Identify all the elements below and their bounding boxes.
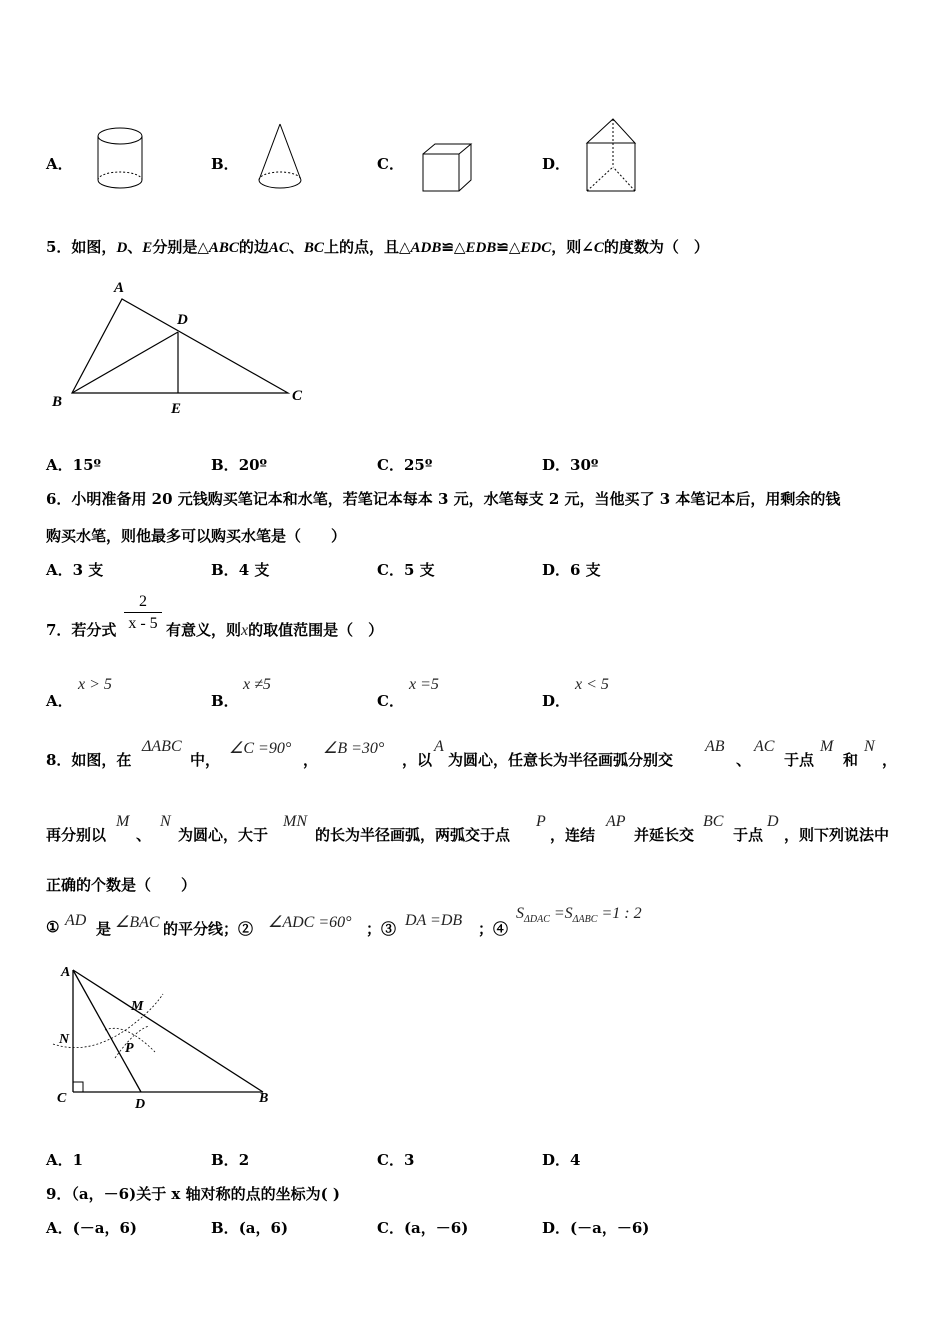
q5-var-e: E — [142, 240, 153, 256]
q9-stem: 9．（a，－6)关于 x 轴对称的点的坐标为( ) — [46, 1185, 340, 1203]
q7-prefix: 7．若分式 — [46, 621, 117, 639]
q6-option-a[interactable]: A．3 支 — [46, 561, 104, 579]
q8-l2-m2: N — [160, 813, 171, 830]
q8-l2-f: 并延长交 — [634, 826, 695, 844]
q5-option-d[interactable]: D．30º — [542, 456, 599, 474]
q7-denominator: x - 5 — [128, 615, 158, 632]
q5-t7: 的度数为（ ） — [603, 238, 709, 256]
q8-l1-h: 和 — [843, 751, 859, 769]
q8-l1-i: ， — [882, 751, 898, 769]
q8-label-a: A — [61, 965, 71, 980]
q8-l4-d: ；③ — [366, 920, 397, 938]
q5-t6: ，则∠ — [551, 238, 594, 256]
q7-option-c-math: x =5 — [409, 676, 439, 693]
q8-l1-m4: A — [434, 738, 444, 755]
q7-option-c-letter[interactable]: C． — [377, 692, 404, 710]
q8-l2-g: 于点 — [733, 826, 764, 844]
q7-stem-rest — [166, 619, 383, 640]
q8-l4-m1: AD — [65, 912, 87, 929]
q8-l2-e: ，连结 — [550, 826, 596, 844]
q5-t2: 的边 — [238, 238, 269, 256]
q8-label-n: N — [59, 1032, 70, 1047]
q8-l2-b: 、 — [136, 826, 152, 844]
q8-stem-line3: 正确的个数是（ ） — [46, 876, 197, 894]
q7-t1: 有意义，则 — [166, 621, 242, 639]
q5-var-edc: EDC — [520, 240, 552, 256]
q6-option-d[interactable]: D．6 支 — [542, 561, 601, 579]
q8-l1-b: 中， — [190, 751, 221, 769]
q8-l4-b: 是 — [96, 920, 112, 938]
cylinder-figure — [96, 126, 146, 192]
q8-option-a[interactable]: A．1 — [46, 1151, 84, 1169]
q8-l4-ratio: $S_{\Delta DAC} =S_{\Delta ABC} =1$ : 2 — [516, 905, 642, 926]
q8-triangle-figure — [45, 960, 285, 1120]
q8-l1-f: 、 — [736, 751, 752, 769]
triangular-prism-figure — [585, 117, 641, 193]
q8-l1-g: 于点 — [784, 751, 815, 769]
q8-l1-a: 8．如图，在 — [46, 751, 132, 769]
q7-option-b-letter[interactable]: B． — [211, 692, 239, 710]
q8-l2-m5: AP — [606, 813, 626, 830]
q8-l4-e: ；④ — [478, 920, 509, 938]
q5-var-ac: AC — [268, 240, 289, 256]
q5-prefix: 5．如图， — [46, 238, 117, 256]
q5-triangle-figure — [40, 270, 320, 420]
q7-var-x: x — [241, 622, 249, 639]
q8-label-c: C — [57, 1091, 67, 1106]
q8-l1-e: 为圆心，任意长为半径画弧分别交 — [448, 751, 674, 769]
q8-l1-m8: N — [864, 738, 875, 755]
q7-option-b-math: x ≠5 — [243, 676, 271, 693]
q8-l2-m4: P — [536, 813, 546, 830]
q7-t2: 的取值范围是（ ） — [248, 621, 384, 639]
q8-l1-m1: ΔABC — [142, 738, 182, 755]
q5-option-c[interactable]: C．25º — [377, 456, 433, 474]
q8-l2-h: ，则下列说法中 — [784, 826, 890, 844]
q8-l4-c: 的平分线；② — [163, 920, 254, 938]
q8-l2-d: 的长为半径画弧，两弧交于点 — [315, 826, 511, 844]
q4-option-c-letter: C． — [377, 155, 404, 173]
q7-numerator: 2 — [124, 592, 162, 613]
q6-option-b[interactable]: B．4 支 — [211, 561, 270, 579]
q4-option-a-letter: A． — [46, 155, 73, 173]
q8-l4-a: ① — [46, 918, 60, 936]
q5-label-e: E — [171, 401, 182, 417]
q5-label-b: B — [52, 394, 63, 410]
cone-figure — [256, 122, 304, 192]
q7-option-d-math: x < 5 — [575, 676, 609, 693]
q5-var-bc: BC — [303, 240, 324, 256]
q8-option-d[interactable]: D．4 — [542, 1151, 581, 1169]
q8-option-c[interactable]: C．3 — [377, 1151, 415, 1169]
q6-stem-line2: 购买水笔，则他最多可以购买水笔是（ ） — [46, 527, 347, 545]
q5-var-d: D — [116, 240, 128, 256]
q8-l1-m6: AC — [754, 738, 775, 755]
q8-l1-m7: M — [820, 738, 834, 755]
q5-var-edb: EDB — [465, 240, 497, 256]
q5-t3: 上的点，且△ — [323, 238, 411, 256]
q8-l2-m6: BC — [703, 813, 724, 830]
q5-label-a: A — [114, 280, 125, 296]
q8-l2-a: 再分别以 — [46, 826, 107, 844]
q9-option-d[interactable]: D．(－a，－6) — [542, 1219, 650, 1237]
q9-option-a[interactable]: A．(－a，6) — [46, 1219, 137, 1237]
q8-l2-c: 为圆心，大于 — [178, 826, 269, 844]
q5-sep2: 、 — [288, 238, 304, 256]
q5-label-d: D — [177, 312, 188, 328]
q7-option-a-math: x > 5 — [78, 676, 112, 693]
q6-stem-line1: 6．小明准备用 20 元钱购买笔记本和水笔，若笔记本每本 3 元，水笔每支 2 元，当他买了 3 本笔记本后，用剩余的钱 — [46, 490, 841, 508]
q6-option-c[interactable]: C．5 支 — [377, 561, 435, 579]
q5-option-b[interactable]: B．20º — [211, 456, 268, 474]
q8-l4-m3: ∠ADC =60° — [268, 914, 352, 931]
q5-label-c: C — [292, 388, 303, 404]
q8-l2-m3: MN — [283, 813, 307, 830]
q5-t1: 分别是△ — [152, 238, 209, 256]
q7-fraction — [124, 592, 162, 635]
q5-var-adb: ADB — [410, 240, 442, 256]
q8-label-d: D — [135, 1097, 146, 1112]
q5-t5: ≌△ — [496, 238, 521, 256]
q8-label-p: P — [125, 1041, 134, 1056]
q8-l1-m2: ∠C =90° — [229, 740, 292, 757]
q8-option-b[interactable]: B．2 — [211, 1151, 250, 1169]
q9-option-b[interactable]: B．(a，6) — [211, 1219, 289, 1237]
q5-option-a[interactable]: A．15º — [46, 456, 102, 474]
q8-l2-m7: D — [767, 813, 779, 830]
cube-figure — [421, 142, 473, 194]
q8-l1-c: ， — [303, 751, 319, 769]
q8-l4-m2: ∠BAC — [115, 914, 160, 931]
q8-l2-m1: M — [116, 813, 130, 830]
q8-l1-d: ，以 — [402, 751, 433, 769]
q8-l1-m3: ∠B =30° — [323, 740, 385, 757]
q8-l4-m4: DA =DB — [405, 912, 463, 929]
q9-option-c[interactable]: C．(a，－6) — [377, 1219, 469, 1237]
q5-t4: ≌△ — [441, 238, 466, 256]
q5-var-c: C — [593, 240, 604, 256]
q4-option-d-letter: D． — [542, 155, 571, 173]
q5-stem — [46, 236, 709, 257]
q7-option-a-letter[interactable]: A． — [46, 692, 73, 710]
q8-l1-m5: AB — [705, 738, 725, 755]
q8-label-m: M — [131, 999, 144, 1014]
q7-option-d-letter[interactable]: D． — [542, 692, 571, 710]
q4-option-b-letter: B． — [211, 155, 239, 173]
q8-label-b: B — [259, 1091, 269, 1106]
q5-var-abc: ABC — [208, 240, 239, 256]
q5-sep1: 、 — [127, 238, 143, 256]
